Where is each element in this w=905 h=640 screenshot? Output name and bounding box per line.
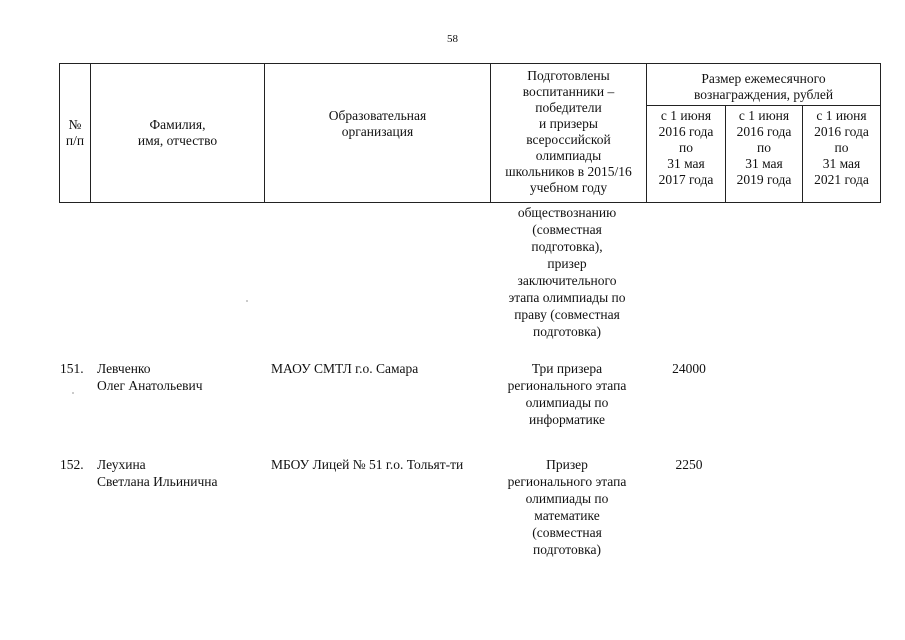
header-text: 2016 года — [736, 124, 792, 139]
text-line: регионального этапа — [507, 378, 627, 393]
text-line: математике — [534, 508, 600, 523]
text-line: Левченко — [97, 361, 151, 376]
header-text: 2021 года — [814, 172, 869, 187]
row-organization: МБОУ Лицей № 51 г.о. Тольят-ти — [271, 457, 464, 472]
table-header — [59, 63, 881, 203]
header-text: и призеры — [539, 116, 598, 131]
text-line: олимпиады по — [525, 395, 609, 410]
header-text: имя, отчество — [137, 133, 218, 148]
text-line: подготовка) — [533, 542, 601, 557]
header-text: с 1 июня — [816, 108, 867, 123]
header-col-fio — [90, 63, 264, 203]
text-line: (совместная — [532, 525, 602, 540]
row-fio — [97, 360, 262, 394]
header-text: 31 мая — [822, 156, 861, 171]
text-line: заключительного — [517, 273, 617, 288]
row-amount: 24000 — [672, 361, 706, 376]
header-text: Подготовлены — [527, 68, 610, 83]
header-text: по — [757, 140, 771, 155]
row-amount: 2250 — [675, 457, 703, 472]
text-line: Призер — [546, 457, 588, 472]
header-text: учебном году — [529, 180, 608, 195]
row-prepared — [490, 456, 644, 558]
header-text: воспитанники – — [522, 84, 615, 99]
header-text: вознаграждения, рублей — [693, 87, 834, 102]
header-text: олимпиады — [535, 148, 602, 163]
header-text: 31 мая — [667, 156, 705, 171]
header-text: 2016 года — [814, 124, 869, 139]
text-line: праву (совместная — [514, 307, 620, 322]
header-col-prepared — [490, 63, 646, 203]
header-sub-2019 — [725, 105, 802, 203]
row-fio — [97, 456, 262, 490]
header-text: 2017 года — [658, 172, 714, 187]
text-line: регионального этапа — [507, 474, 627, 489]
text-line: олимпиады по — [525, 491, 609, 506]
text-line: Три призера — [531, 361, 603, 376]
header-text: победители — [535, 100, 602, 115]
text-line: информатике — [529, 412, 605, 427]
header-text: с 1 июня — [738, 108, 790, 123]
text-line: Олег Анатольевич — [97, 378, 203, 393]
header-sub-2021 — [802, 105, 881, 203]
text-line: (совместная — [532, 222, 602, 237]
header-col-organization — [264, 63, 490, 203]
row-organization: МАОУ СМТЛ г.о. Самара — [271, 361, 419, 376]
header-col-award — [646, 63, 881, 105]
header-text: всероссийской — [526, 132, 611, 147]
header-text: 2019 года — [736, 172, 792, 187]
scan-speck — [72, 392, 74, 394]
text-line: Светлана Ильинична — [97, 474, 218, 489]
header-text: Фамилия, — [149, 117, 206, 132]
text-line: призер — [547, 256, 587, 271]
header-text: Образовательная — [328, 108, 427, 123]
header-text: по — [679, 140, 693, 155]
text-line: этапа олимпиады по — [508, 290, 626, 305]
text-line: подготовка), — [531, 239, 603, 254]
text-line: обществознанию — [517, 205, 617, 220]
text-line: Леухина — [97, 457, 146, 472]
continuation-prepared-text — [490, 204, 644, 340]
scan-speck — [246, 300, 248, 302]
header-text: № — [68, 117, 82, 132]
page-number: 58 — [447, 33, 458, 45]
header-text: организация — [341, 124, 414, 139]
header-text: 2016 года — [658, 124, 714, 139]
header-text: с 1 июня — [660, 108, 712, 123]
header-text: п/п — [65, 133, 85, 148]
header-text: 31 мая — [745, 156, 783, 171]
header-col-number — [59, 63, 90, 203]
row-number: 151. — [60, 361, 84, 376]
row-prepared — [490, 360, 644, 428]
row-number: 152. — [60, 457, 84, 472]
header-sub-2017 — [646, 105, 725, 203]
text-line: подготовка) — [533, 324, 601, 339]
header-text: по — [834, 140, 849, 155]
header-text: школьников в 2015/16 — [505, 164, 632, 179]
header-text: Размер ежемесячного — [701, 71, 826, 86]
